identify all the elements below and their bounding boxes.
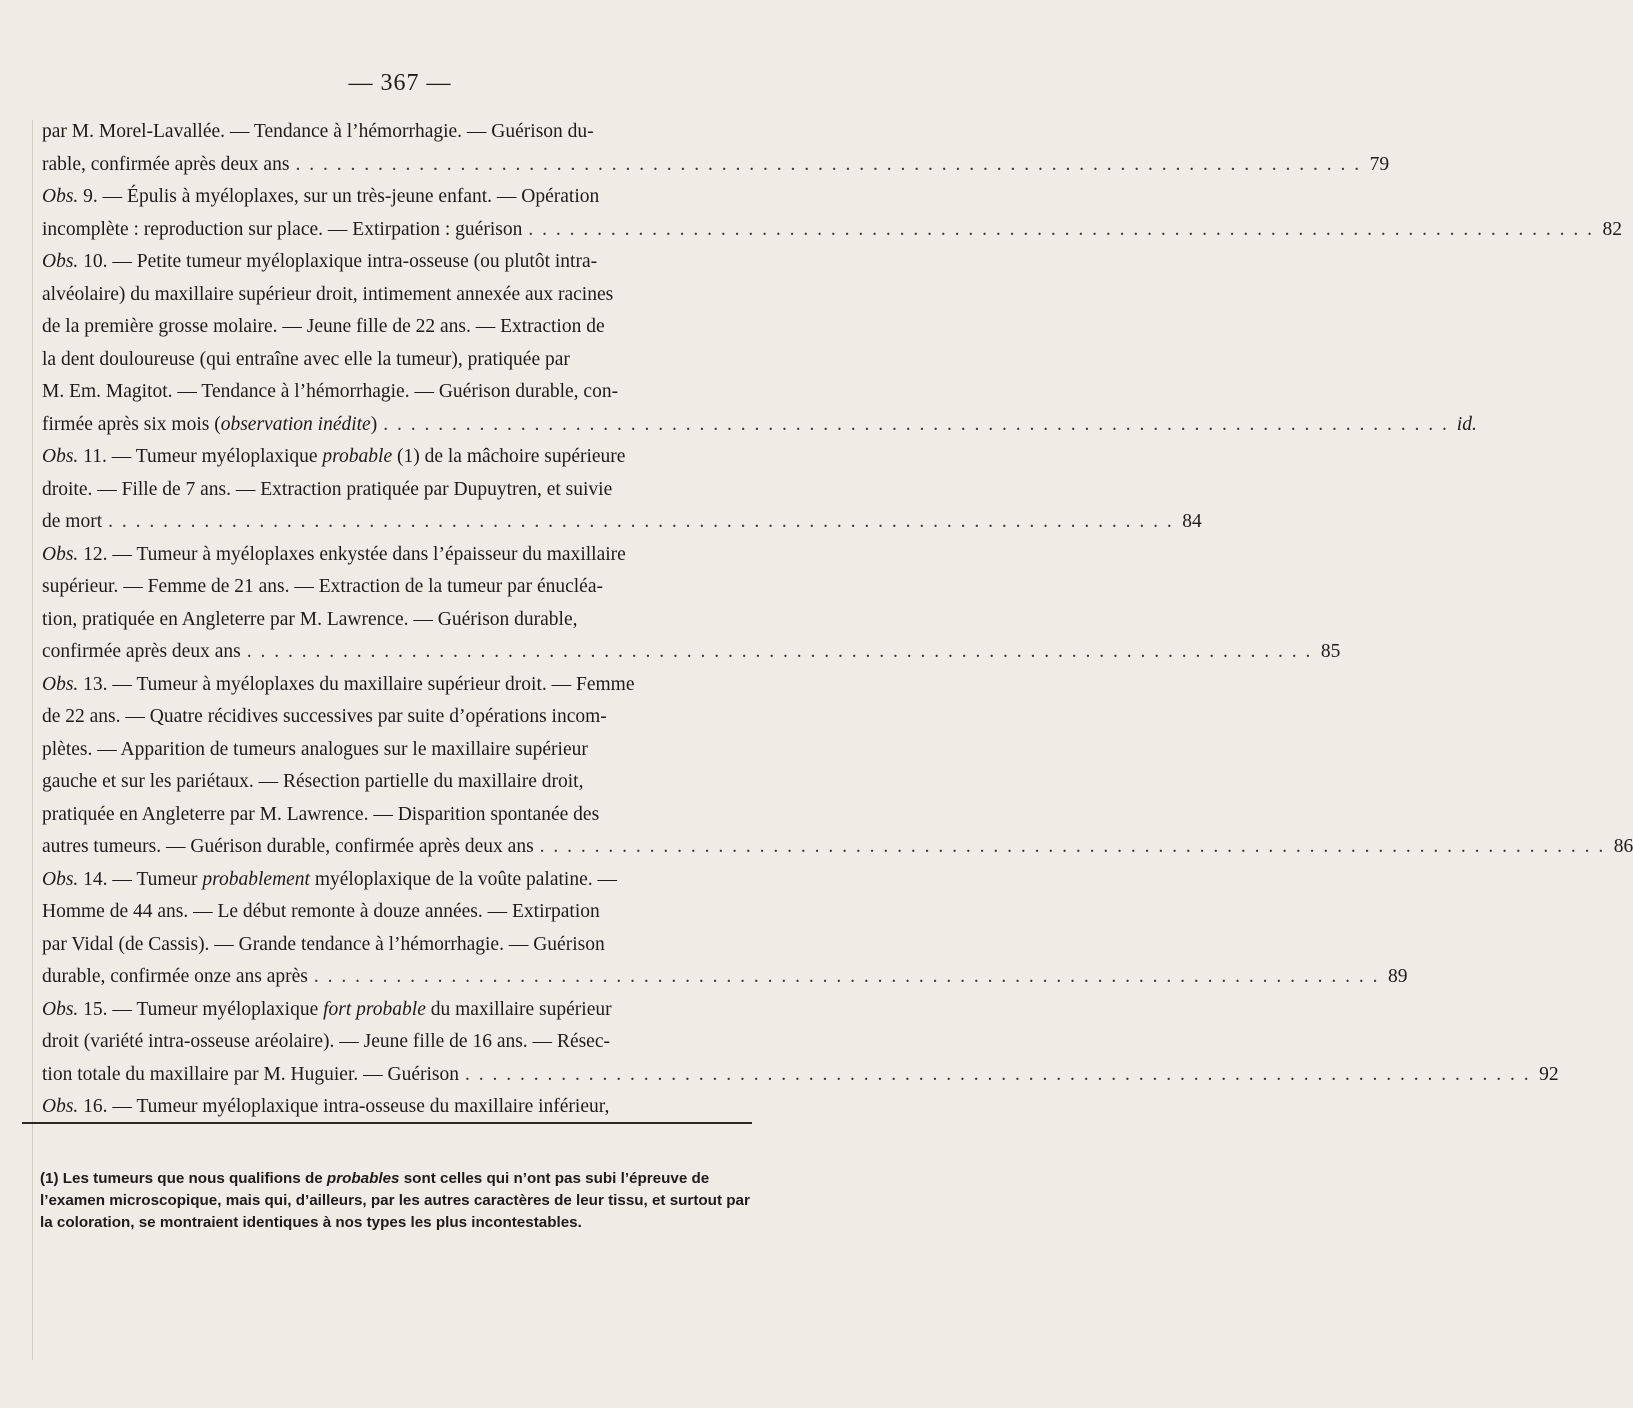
obs-label: Obs.: [42, 446, 79, 467]
page-ref: id.: [1456, 413, 1477, 435]
line-text: incomplète : reproduction sur place. — Extirpation : guérison: [42, 218, 523, 240]
line-text: 13. — Tumeur à myéloplaxes du maxillaire supérieur droit. — Femme: [78, 673, 635, 695]
obs-label: Obs.: [42, 868, 79, 890]
dot-leader: [540, 831, 1606, 864]
page-ref: 82: [1602, 218, 1622, 240]
footnote-text: sont celles qui n’ont pas subi l’épreuve de: [399, 1170, 710, 1187]
text-line: [42, 1059, 1559, 1092]
text-line: [40, 1168, 760, 1190]
dot-leader: [383, 409, 1449, 442]
text-line: [42, 149, 1390, 182]
obs-label: Obs.: [42, 251, 79, 272]
page-ref: 89: [1387, 966, 1408, 987]
list-item: [42, 669, 1633, 864]
line-text: du maxillaire supérieur: [425, 998, 612, 1020]
line-text: de 22 ans. — Quatre récidives successives par suite d’opérations incom-: [42, 706, 607, 727]
text-line: [42, 896, 742, 929]
text-line: [40, 1190, 760, 1212]
list-item: [42, 441, 1202, 539]
text-line: [42, 344, 742, 377]
text-line: [42, 604, 742, 637]
line-text: 10. — Petite tumeur myéloplaxique intra-osseuse (ou plutôt intra-: [78, 251, 598, 272]
text-line: [42, 701, 742, 734]
dot-leader: [528, 214, 1594, 247]
page-ref: 85: [1320, 641, 1341, 662]
text-line: [42, 441, 742, 474]
page-ref: 86: [1613, 836, 1633, 857]
dot-leader: [295, 149, 1361, 182]
obs-label: Obs.: [42, 673, 79, 695]
line-text: la dent douloureuse (qui entraîne avec elle la tumeur), pratiquée par: [42, 348, 570, 370]
list-item: [42, 181, 1622, 246]
line-text: plètes. — Apparition de tumeurs analogues sur le maxillaire supérieur: [42, 738, 588, 760]
dot-leader: [314, 961, 1380, 994]
footnote-text: la coloration, se montraient identiques à nos types les plus incontestables.: [40, 1214, 582, 1231]
table-of-observations: [42, 116, 1633, 1124]
list-item: [42, 116, 1390, 181]
list-item: [42, 246, 1477, 441]
list-item: [42, 539, 1341, 669]
page-ref: 84: [1182, 511, 1202, 532]
italic-text: probables: [326, 1170, 400, 1187]
footnote-rule: [22, 1122, 752, 1124]
footnote: [40, 1168, 760, 1234]
text-line: [42, 961, 1408, 994]
line-text: 15. — Tumeur myéloplaxique: [78, 998, 324, 1020]
text-line: [42, 214, 1622, 247]
dot-leader: [247, 636, 1313, 669]
text-line: [42, 246, 742, 279]
obs-label: Obs.: [42, 998, 79, 1020]
line-text: gauche et sur les pariétaux. — Résection partielle du maxillaire droit,: [42, 771, 584, 792]
line-text: alvéolaire) du maxillaire supérieur droit, intimement annexée aux racines: [42, 283, 614, 305]
footnote-text: (1) Les tumeurs que nous qualifions de: [40, 1170, 327, 1187]
line-text: 14. — Tumeur: [78, 868, 203, 890]
text-line: [42, 409, 1477, 442]
line-text: par M. Morel-Lavallée. — Tendance à l’hémorrhagie. — Guérison du-: [42, 121, 594, 142]
text-line: [42, 279, 742, 312]
italic-text: observation inédite: [220, 413, 371, 435]
line-text: (1) de la mâchoire supérieure: [392, 446, 626, 467]
line-text: droit (variété intra-osseuse aréolaire). — Jeune fille de 16 ans. — Résec-: [42, 1031, 610, 1052]
line-text: par Vidal (de Cassis). — Grande tendance à l’hémorrhagie. — Guérison: [42, 933, 605, 955]
line-text: confirmée après deux ans: [42, 641, 241, 662]
text-line: [42, 766, 742, 799]
text-line: [42, 636, 1341, 669]
footnote-text: l’examen microscopique, mais qui, d’ailleurs, par les autres caractères de leur tissu, et surtout par: [40, 1192, 750, 1209]
text-line: [42, 1026, 742, 1059]
text-line: [42, 311, 742, 344]
text-line: [42, 799, 742, 832]
text-line: [40, 1212, 760, 1234]
line-text: droite. — Fille de 7 ans. — Extraction pratiquée par Dupuytren, et suivie: [42, 478, 613, 500]
line-text: supérieur. — Femme de 21 ans. — Extraction de la tumeur par énucléa-: [42, 576, 603, 597]
list-item: [42, 994, 1559, 1092]
line-text: ): [370, 413, 378, 435]
line-text: tion, pratiquée en Angleterre par M. Lawrence. — Guérison durable,: [42, 608, 578, 630]
line-text: Homme de 44 ans. — Le début remonte à douze années. — Extirpation: [42, 901, 600, 922]
text-line: [42, 474, 742, 507]
line-text: tion totale du maxillaire par M. Huguier. — Guérison: [42, 1063, 459, 1085]
line-text: 11. — Tumeur myéloplaxique: [78, 446, 323, 467]
line-text: pratiquée en Angleterre par M. Lawrence. — Disparition spontanée des: [42, 803, 600, 825]
page-ref: 79: [1369, 153, 1390, 175]
line-text: firmée après six mois (: [42, 413, 221, 435]
italic-text: probablement: [202, 868, 310, 890]
page-margin-shadow: [32, 120, 33, 1360]
text-line: [42, 539, 742, 572]
text-line: [42, 669, 742, 702]
italic-text: probable: [322, 446, 393, 467]
text-line: [42, 181, 742, 214]
obs-label: Obs.: [42, 543, 79, 565]
line-text: de mort: [42, 511, 103, 532]
text-line: [42, 994, 742, 1027]
line-text: M. Em. Magitot. — Tendance à l’hémorrhagie. — Guérison durable, con-: [42, 381, 619, 402]
text-line: [42, 376, 742, 409]
list-item: [42, 1091, 742, 1124]
obs-label: Obs.: [42, 1096, 79, 1117]
line-text: 9. — Épulis à myéloplaxes, sur un très-jeune enfant. — Opération: [78, 186, 600, 207]
line-text: rable, confirmée après deux ans: [42, 153, 290, 175]
text-line: [42, 506, 1202, 539]
text-line: [42, 1091, 742, 1124]
text-line: [42, 929, 742, 962]
page-ref: 92: [1539, 1063, 1559, 1085]
list-item: [42, 864, 1408, 994]
page-number: — 367 —: [348, 70, 452, 96]
line-text: durable, confirmée onze ans après: [42, 966, 308, 987]
line-text: de la première grosse molaire. — Jeune fille de 22 ans. — Extraction de: [42, 316, 605, 337]
text-line: [42, 831, 1633, 864]
text-line: [42, 116, 742, 149]
text-line: [42, 864, 742, 897]
line-text: myéloplaxique de la voûte palatine. —: [309, 868, 617, 890]
text-line: [42, 571, 742, 604]
line-text: 12. — Tumeur à myéloplaxes enkystée dans l’épaisseur du maxillaire: [78, 543, 626, 565]
line-text: autres tumeurs. — Guérison durable, confirmée après deux ans: [42, 836, 534, 857]
dot-leader: [108, 506, 1174, 539]
dot-leader: [465, 1059, 1531, 1092]
obs-label: Obs.: [42, 186, 79, 207]
italic-text: fort probable: [323, 998, 426, 1020]
line-text: 16. — Tumeur myéloplaxique intra-osseuse du maxillaire inférieur,: [78, 1096, 610, 1117]
text-line: [42, 734, 742, 767]
